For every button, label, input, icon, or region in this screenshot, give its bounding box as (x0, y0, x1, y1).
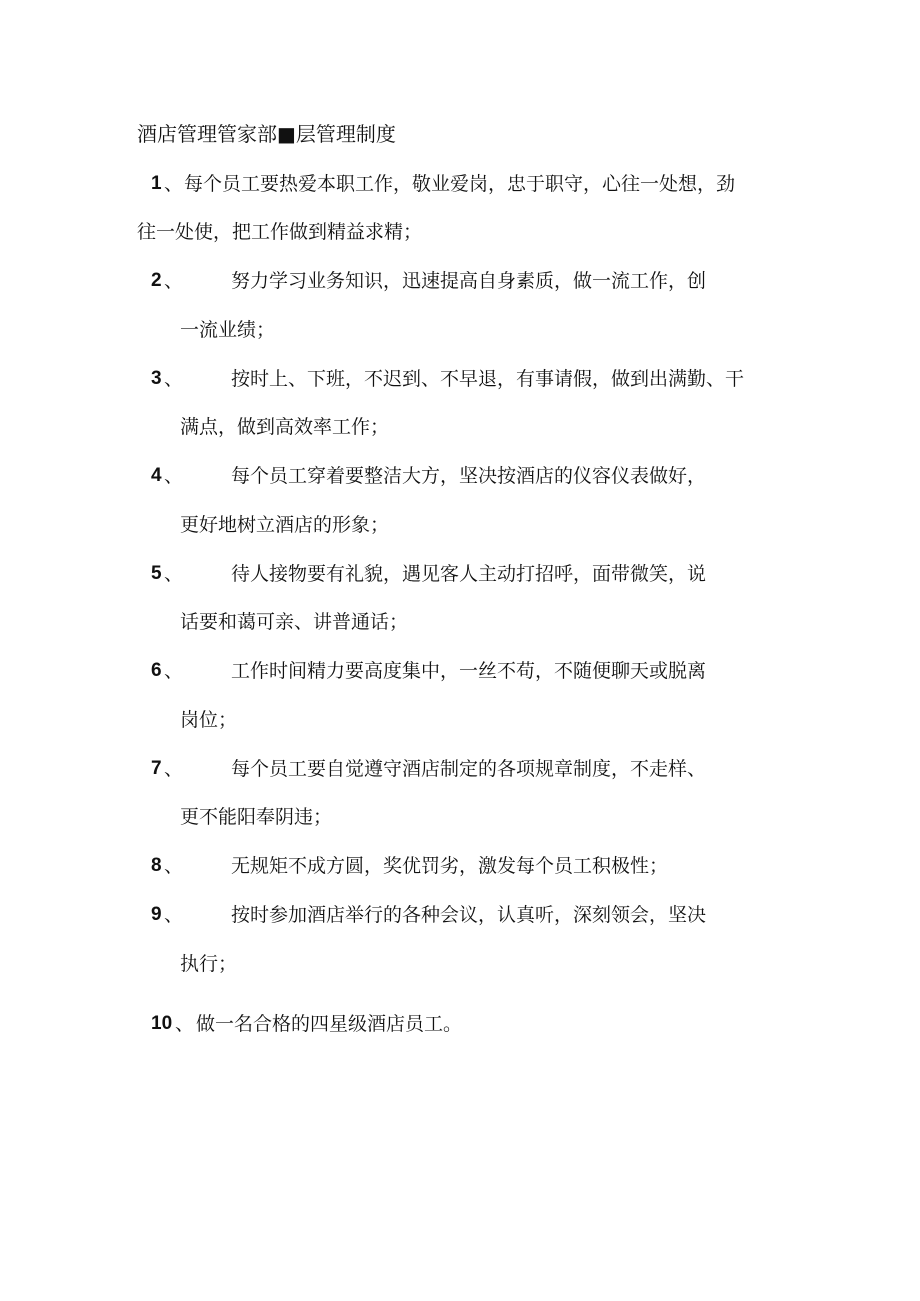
item-text-line2: 岗位； (180, 709, 238, 731)
item-number: 7 (151, 758, 162, 779)
item-text-line1: 待人接物要有礼貌，遇见客人主动打招呼，面带微笑，说 (231, 563, 707, 585)
item-number: 10 (151, 1013, 173, 1034)
item-text-line2: 更好地树立酒店的形象； (180, 514, 390, 536)
item-text-line1: 努力学习业务知识，迅速提高自身素质，做一流工作，创 (231, 270, 707, 292)
item-number: 9 (151, 904, 162, 925)
item-text-line2: 一流业绩； (180, 319, 276, 341)
item-text-line1: 每个员工要热爱本职工作，敬业爱岗，忠于职守，心往一处想，劲 (184, 173, 736, 195)
item-separator: 、 (164, 563, 184, 585)
item-text-line1: 每个员工穿着要整洁大方，坚决按酒店的仪容仪表做好， (231, 465, 707, 487)
item-number: 4 (151, 465, 162, 486)
item-number: 6 (151, 660, 162, 681)
item-text-line2: 往一处使，把工作做到精益求精； (137, 221, 423, 243)
item-number: 1 (151, 173, 162, 194)
item-separator: 、 (164, 173, 184, 195)
item-text-line1: 无规矩不成方圆，奖优罚劣，激发每个员工积极性； (231, 855, 669, 877)
item-text-line2: 执行； (180, 953, 238, 975)
item-number: 3 (151, 368, 162, 389)
item-number: 5 (151, 563, 162, 584)
item-text-line1: 做一名合格的四星级酒店员工。 (196, 1013, 463, 1035)
item-text-line2: 更不能阳奉阴违； (180, 806, 333, 828)
item-number: 2 (151, 270, 162, 291)
item-number: 8 (151, 855, 162, 876)
item-text-line1: 按时上、下班，不迟到、不早退，有事请假，做到出满勤、干 (231, 368, 745, 390)
item-separator: 、 (164, 465, 184, 487)
item-text-line2: 满点，做到高效率工作； (180, 416, 390, 438)
item-text-line2: 话要和蔼可亲、讲普通话； (180, 611, 409, 633)
document-title: 酒店管理管家部■层管理制度 (137, 122, 396, 146)
item-separator: 、 (164, 855, 184, 877)
item-separator: 、 (164, 660, 184, 682)
item-separator: 、 (164, 758, 184, 780)
item-separator: 、 (175, 1013, 195, 1035)
item-text-line1: 每个员工要自觉遵守酒店制定的各项规章制度，不走样、 (231, 758, 707, 780)
item-text-line1: 按时参加酒店举行的各种会议，认真听，深刻领会，坚决 (231, 904, 707, 926)
item-separator: 、 (164, 368, 184, 390)
item-text-line1: 工作时间精力要高度集中，一丝不苟，不随便聊天或脱离 (231, 660, 707, 682)
item-separator: 、 (164, 904, 184, 926)
item-separator: 、 (164, 270, 184, 292)
